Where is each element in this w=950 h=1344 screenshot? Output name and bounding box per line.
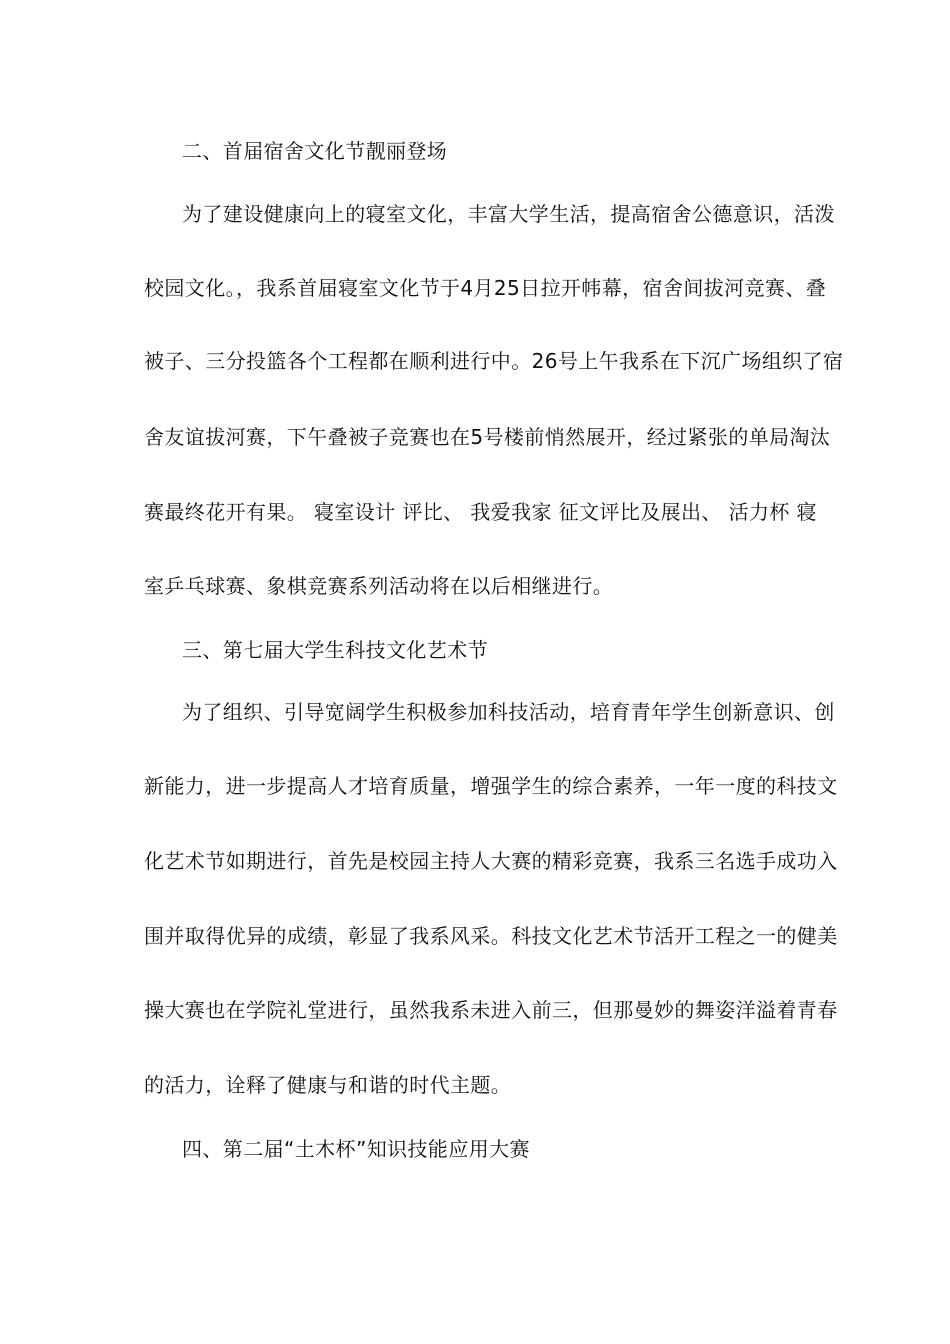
paragraph-line: 新能力，进一步提高人才培育质量，增强学生的综合素养，一年一度的科技文	[144, 774, 838, 798]
paragraph-line: 为了建设健康向上的寝室文化，丰富大学生活，提高宿舍公德意识，活泼	[182, 202, 835, 226]
paragraph-line: 围并取得优异的成绩，彰显了我系风采。科技文化艺术节活开工程之一的健美	[144, 924, 838, 948]
paragraph-line: 赛最终花开有果。 寝室设计 评比、 我爱我家 征文评比及展出、 活力杯 寝	[144, 500, 817, 524]
paragraph-line: 校园文化。，我系首届寝室文化节于4月25日拉开帏幕，宿舍间拔河竞赛、叠	[144, 276, 827, 300]
section-heading-2: 二、首届宿舍文化节靓丽登场	[182, 139, 448, 163]
paragraph-line: 舍友谊拔河赛，下午叠被子竞赛也在5号楼前悄然展开，经过紧张的单局淘汰	[144, 425, 831, 449]
section-heading-4: 四、第二届“土木杯”知识技能应用大赛	[182, 1137, 530, 1161]
paragraph-line: 室乒乓球赛、象棋竞赛系列活动将在以后相继进行。	[144, 574, 614, 598]
paragraph-line: 化艺术节如期进行，首先是校园主持人大赛的精彩竞赛，我系三名选手成功入	[144, 849, 838, 873]
paragraph-line: 的活力，诠释了健康与和谐的时代主题。	[144, 1073, 512, 1097]
section-heading-3: 三、第七届大学生科技文化艺术节	[182, 638, 488, 662]
paragraph-line: 操大赛也在学院礼堂进行，虽然我系未进入前三，但那曼妙的舞姿洋溢着青春	[144, 998, 838, 1022]
paragraph-line: 为了组织、引导宽阔学生积极参加科技活动，培育青年学生创新意识、创	[182, 700, 835, 724]
paragraph-line: 被子、三分投篮各个工程都在顺利进行中。26号上午我系在下沉广场组织了宿	[144, 349, 844, 373]
